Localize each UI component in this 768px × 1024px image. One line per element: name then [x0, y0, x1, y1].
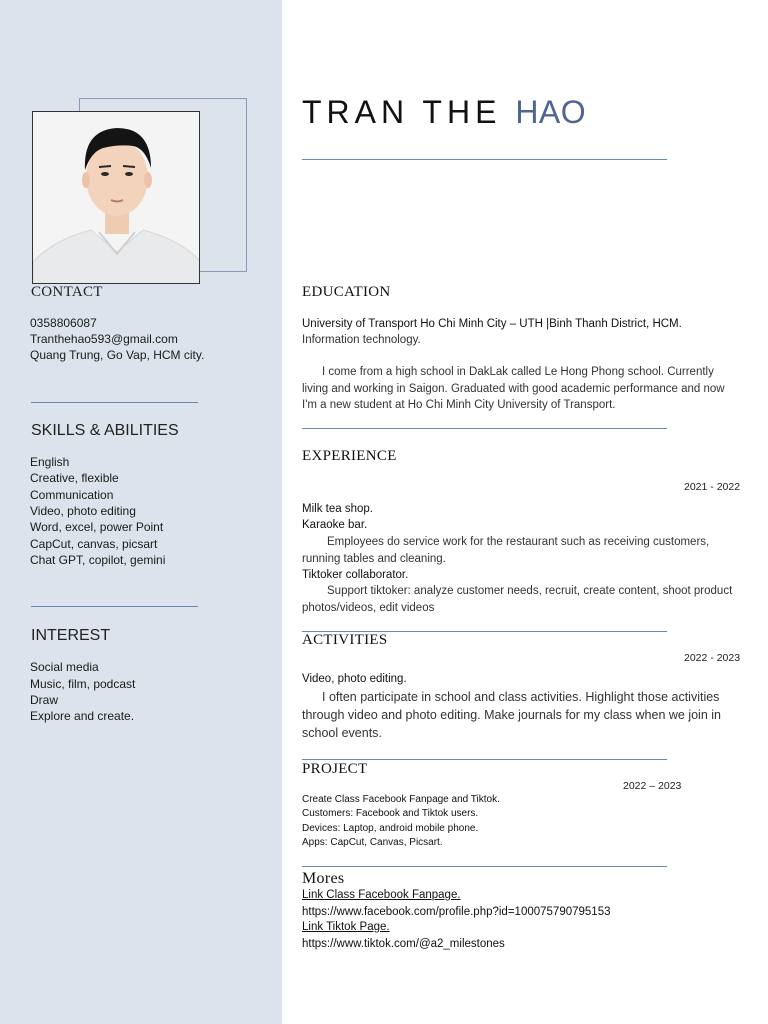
project-line: Create Class Facebook Fanpage and Tiktok.	[302, 794, 500, 805]
contact-phone[interactable]: 0358806087	[30, 316, 97, 330]
contact-heading: CONTACT	[31, 284, 103, 300]
name-last: HAO	[515, 94, 587, 130]
education-description: I come from a high school in DakLak called Le Hong Phong school. Currently living and working in Saigon. Graduated with good academic performance and now I'm a new student at Ho Chi Minh City University of Transport.	[302, 366, 725, 411]
experience-job: Karaoke bar.	[302, 519, 368, 531]
section-divider	[302, 866, 667, 867]
skill-item: Video, photo editing	[30, 504, 136, 518]
profile-photo	[32, 111, 200, 284]
section-divider	[302, 759, 667, 760]
sidebar-divider	[31, 606, 198, 607]
experience-job: Tiktoker collaborator.	[302, 569, 409, 581]
skill-item: Creative, flexible	[30, 471, 119, 485]
tiktok-page-link[interactable]: Link Tiktok Page.	[302, 921, 390, 933]
interest-item: Music, film, podcast	[30, 677, 136, 691]
experience-job: Milk tea shop.	[302, 503, 373, 515]
skills-heading: SKILLS & ABILITIES	[31, 422, 179, 439]
project-line: Apps: CapCut, Canvas, Picsart.	[302, 837, 443, 848]
mores-heading: Mores	[302, 870, 345, 887]
experience-job-description: Support tiktoker: analyze customer needs, recruit, create content, shoot product photos/videos, edit videos	[302, 585, 733, 614]
skill-item: Chat GPT, copilot, gemini	[30, 553, 166, 567]
contact-address: Quang Trung, Go Vap, HCM city.	[30, 348, 205, 362]
education-school: University of Transport Ho Chi Minh City – UTH |Binh Thanh District, HCM.	[302, 318, 682, 330]
facebook-fanpage-link[interactable]: Link Class Facebook Fanpage.	[302, 889, 461, 901]
skill-item: Word, excel, power Point	[30, 520, 164, 534]
sidebar-divider	[31, 402, 198, 403]
interest-heading: INTEREST	[31, 627, 111, 644]
project-heading: PROJECT	[302, 761, 368, 777]
interest-item: Social media	[30, 660, 99, 674]
experience-date: 2021 - 2022	[684, 481, 741, 493]
skill-item: Communication	[30, 488, 114, 502]
facebook-url: https://www.facebook.com/profile.php?id=100075790795153	[302, 906, 611, 918]
project-line: Devices: Laptop, android mobile phone.	[302, 823, 479, 834]
activities-heading: ACTIVITIES	[302, 632, 388, 648]
experience-job-description: Employees do service work for the restaurant such as receiving customers, running tables and cleaning.	[302, 536, 710, 565]
tiktok-url: https://www.tiktok.com/@a2_milestones	[302, 938, 505, 950]
contact-email[interactable]: Tranthehao593@gmail.com	[30, 332, 178, 346]
skill-item: English	[30, 455, 70, 469]
experience-heading: EXPERIENCE	[302, 448, 397, 464]
project-line: Customers: Facebook and Tiktok users.	[302, 808, 479, 819]
page-title	[302, 94, 586, 131]
education-major: Information technology.	[302, 334, 421, 346]
skill-item: CapCut, canvas, picsart	[30, 537, 158, 551]
interest-item: Draw	[30, 693, 59, 707]
title-divider	[302, 159, 667, 160]
name-first: TRAN THE	[302, 94, 502, 130]
activities-date: 2022 - 2023	[684, 652, 741, 664]
section-divider	[302, 428, 667, 429]
activities-subheading: Video, photo editing.	[302, 673, 407, 685]
interest-item: Explore and create.	[30, 709, 135, 723]
education-heading: EDUCATION	[302, 284, 391, 300]
activities-description: I often participate in school and class activities. Highlight those activities through video and photo editing. Make journals for my class when we join in school events.	[302, 690, 721, 740]
project-date: 2022 – 2023	[623, 780, 682, 792]
